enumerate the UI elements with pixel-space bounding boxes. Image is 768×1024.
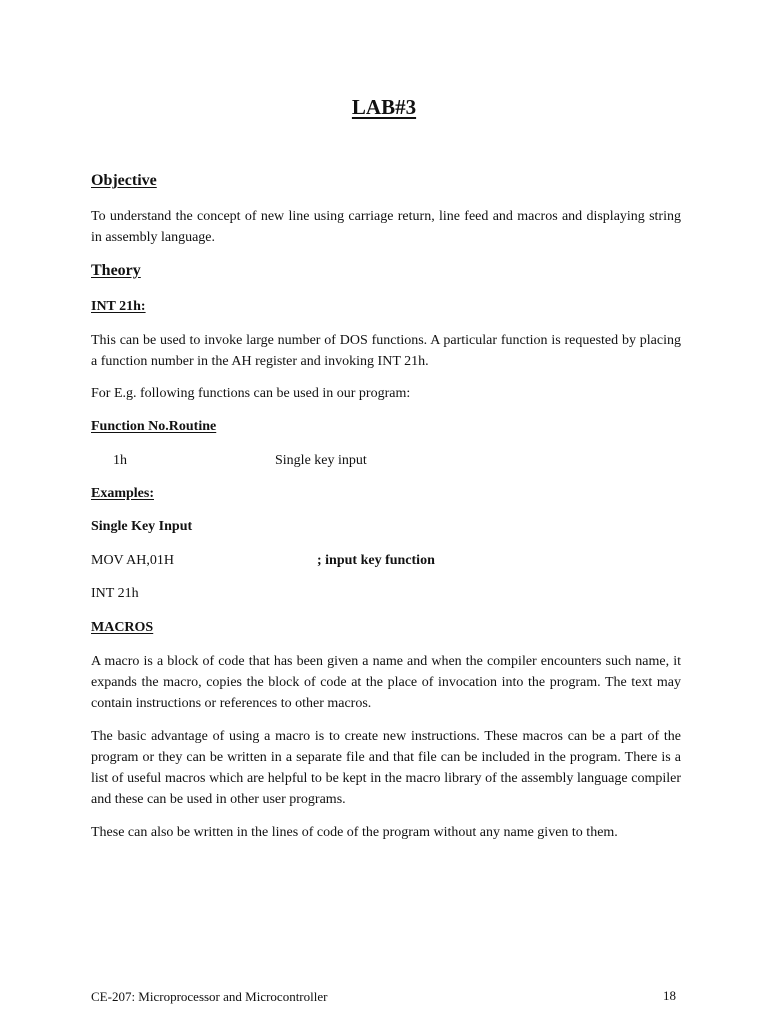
examples-heading: Examples: bbox=[91, 486, 154, 501]
theory-heading: Theory bbox=[91, 262, 141, 279]
function-number: 1h bbox=[113, 453, 127, 468]
footer-course: CE-207: Microprocessor and Microcontroller bbox=[91, 989, 328, 1004]
functions-intro: For E.g. following functions can be used in our program: bbox=[91, 386, 411, 401]
function-routine: Single key input bbox=[275, 453, 367, 468]
macros-heading: MACROS bbox=[91, 620, 154, 635]
page-number: 18 bbox=[663, 988, 676, 1003]
code-instruction: MOV AH,01H bbox=[91, 553, 174, 568]
macros-paragraph-2: The basic advantage of using a macro is to create new instructions. These macros can be a part of the program or they can be written in a separate file and that file can be included in the program. There is a list of useful macros which are helpful to be kept in the macro library of the assembly language compiler and these can be used in other user programs. bbox=[91, 729, 681, 807]
example-title: Single Key Input bbox=[91, 519, 193, 534]
code-int21h: INT 21h bbox=[91, 586, 139, 601]
int21h-text: This can be used to invoke large number of DOS functions. A particular function is requested by placing a function number in the AH register and invoking INT 21h. bbox=[91, 333, 681, 369]
function-table-heading: Function No.Routine bbox=[91, 419, 217, 434]
objective-heading: Objective bbox=[91, 172, 157, 189]
macros-paragraph-1: A macro is a block of code that has been given a name and when the compiler encounters such name, it expands the macro, copies the block of code at the place of invocation into the program. The text may contain instructions or references to other macros. bbox=[91, 654, 681, 711]
page-title: LAB#3 bbox=[351, 95, 417, 119]
int21h-heading: INT 21h: bbox=[91, 299, 146, 314]
code-comment: ; input key function bbox=[317, 553, 435, 568]
macros-paragraph-3: These can also be written in the lines of code of the program without any name given to them. bbox=[91, 825, 618, 840]
objective-text: To understand the concept of new line using carriage return, line feed and macros and displaying string in assembly language. bbox=[91, 209, 681, 245]
